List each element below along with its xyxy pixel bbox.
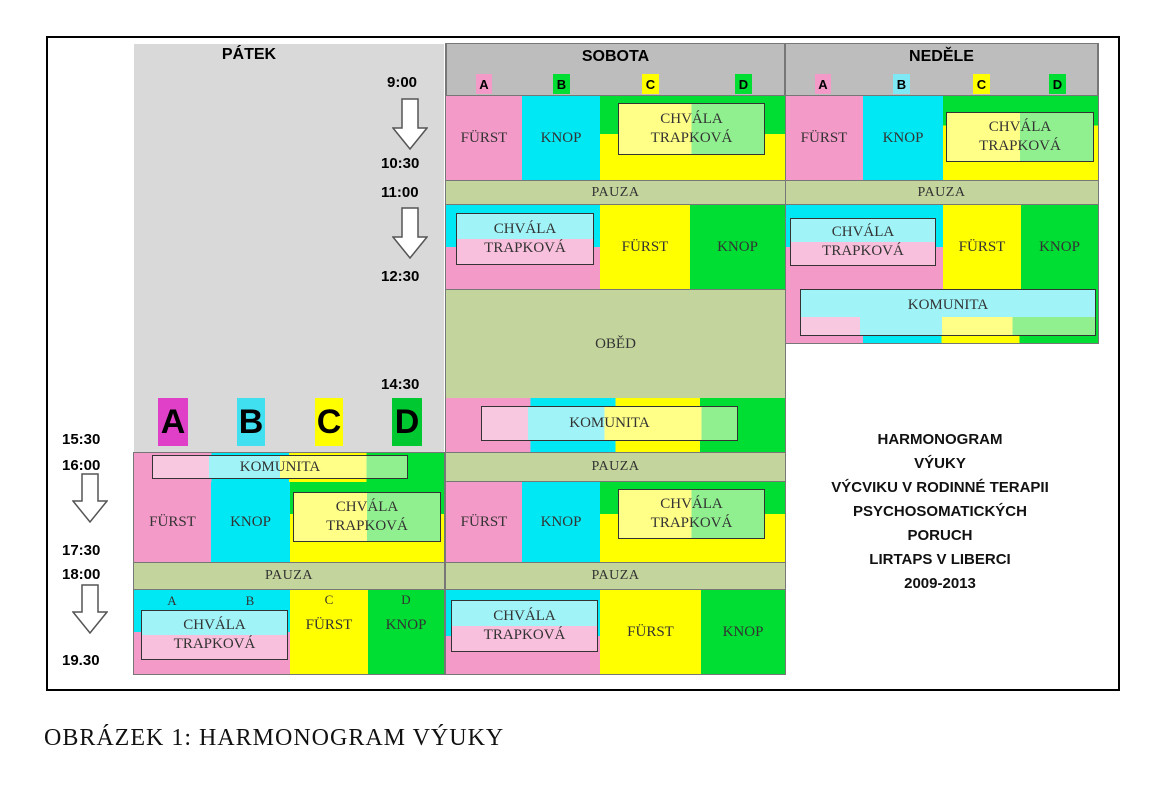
lecturer-name: FÜRST [305, 617, 353, 633]
time-19-30: 19.30 [62, 652, 100, 669]
lecturer-name: TRAPKOVÁ [979, 138, 1061, 154]
friday-group-d: D [392, 398, 422, 446]
sat-b4-knop: KNOP [701, 590, 785, 674]
time-17-30: 17:30 [62, 542, 101, 559]
fri-b1-knop: KNOP [211, 482, 290, 562]
time-18-00: 18:00 [62, 566, 101, 583]
sat-b2-knop: KNOP [690, 205, 785, 289]
title-line: 2009-2013 [904, 575, 976, 592]
figure-caption: OBRÁZEK 1: HARMONOGRAM VÝUKY [44, 725, 505, 751]
lecturer-name: TRAPKOVÁ [650, 515, 733, 531]
friday-group-b: B [237, 398, 265, 446]
title-line: PORUCH [907, 527, 973, 544]
lecturer-name: CHVÁLA [493, 221, 557, 237]
sat-obed: OBĚD [446, 289, 785, 398]
time-15-30: 15:30 [62, 431, 101, 448]
sun-pauza-1: PAUZA [785, 180, 1098, 205]
fri-komunita-box: KOMUNITA [152, 455, 408, 479]
sun-group-c: C [973, 74, 990, 94]
sat-group-b: B [553, 74, 570, 94]
sat-b3-knop: KNOP [522, 482, 600, 562]
lecturer-name: KNOP [385, 617, 427, 633]
sat-b1-knop: KNOP [522, 96, 600, 180]
fri-small-group-c: C [324, 592, 334, 607]
fri-small-group-d: D [401, 592, 411, 607]
sun-b2-knop: KNOP [1021, 205, 1098, 289]
time-14-30: 14:30 [381, 376, 420, 393]
title-line: HARMONOGRAM [877, 431, 1003, 448]
down-arrow-icon [72, 584, 108, 634]
sat-pauza-1: PAUZA [446, 180, 785, 205]
title-line: VÝUKY [914, 455, 966, 472]
lecturer-name: CHVÁLA [660, 496, 723, 512]
grid-outline-friday [133, 452, 445, 675]
sun-group-d: D [1049, 74, 1066, 94]
sat-b4-furst: FÜRST [600, 590, 701, 674]
time-12-30: 12:30 [381, 268, 420, 285]
sat-pauza-2: PAUZA [446, 452, 785, 482]
title-line: LIRTAPS V LIBERCI [869, 551, 1011, 568]
friday-header: PÁTEK [221, 46, 277, 63]
saturday-header: SOBOTA [581, 48, 650, 65]
sat-group-d: D [735, 74, 752, 94]
fri-small-group-b: B [245, 592, 255, 608]
lecturer-name: TRAPKOVÁ [484, 240, 566, 256]
lecturer-name: TRAPKOVÁ [326, 518, 408, 534]
sun-b1-furst: FÜRST [785, 96, 863, 180]
sun-group-a: A [815, 74, 831, 94]
lecturer-name: TRAPKOVÁ [173, 636, 256, 652]
friday-group-c: C [315, 398, 343, 446]
lecturer-name: CHVÁLA [183, 617, 246, 633]
time-16-00: 16:00 [62, 457, 101, 474]
fri-b1-furst: FÜRST [134, 482, 211, 562]
time-11-00: 11:00 [381, 184, 419, 201]
lecturer-name: CHVÁLA [831, 224, 895, 240]
sunday-header: NEDĚLE [909, 48, 974, 65]
sun-group-b: B [893, 74, 910, 94]
sat-b3-furst: FÜRST [446, 482, 522, 562]
lecturer-name: TRAPKOVÁ [650, 130, 733, 146]
sun-b1-knop: KNOP [863, 96, 943, 180]
sun-b2-furst: FÜRST [943, 205, 1021, 289]
lecturer-name: CHVÁLA [988, 119, 1052, 135]
down-arrow-icon [392, 207, 428, 259]
sat-b1-furst: FÜRST [446, 96, 522, 180]
lecturer-name: TRAPKOVÁ [822, 243, 904, 259]
fri-pauza: PAUZA [134, 562, 444, 590]
sat-group-a: A [476, 74, 492, 94]
time-9-00: 9:00 [387, 74, 418, 91]
title-line: PSYCHOSOMATICKÝCH [853, 503, 1027, 520]
lecturer-name: CHVÁLA [660, 111, 723, 127]
schedule-title [790, 428, 1090, 596]
sat-group-c: C [642, 74, 659, 94]
down-arrow-icon [392, 98, 428, 150]
sat-b2-furst: FÜRST [600, 205, 690, 289]
fri-small-group-a: A [167, 592, 177, 608]
lecturer-name: TRAPKOVÁ [483, 627, 566, 643]
title-line: VÝCVIKU V RODINNÉ TERAPII [831, 479, 1049, 496]
grid-outline-saturday [445, 43, 786, 675]
grid-outline-sunday [785, 43, 1099, 344]
sun-komunita-box: KOMUNITA [800, 289, 1096, 336]
friday-group-a: A [158, 398, 188, 446]
lecturer-name: CHVÁLA [493, 608, 556, 624]
lecturer-name: CHVÁLA [335, 499, 399, 515]
sat-pauza-3: PAUZA [446, 562, 785, 590]
down-arrow-icon [72, 473, 108, 523]
sat-komunita-box: KOMUNITA [481, 406, 738, 441]
time-10-30: 10:30 [381, 155, 420, 172]
